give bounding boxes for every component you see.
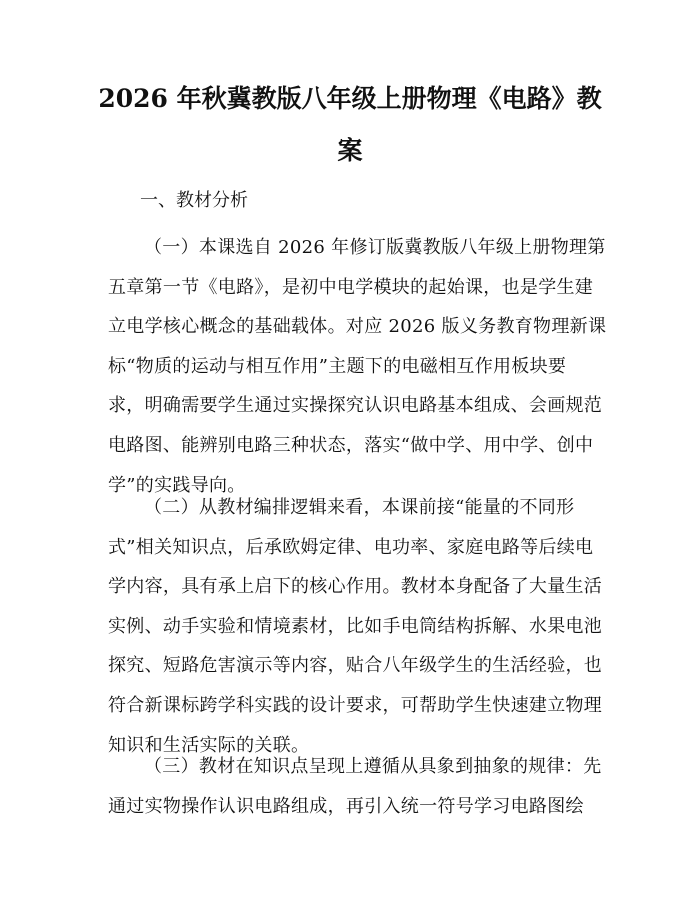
paragraph-line: 立电学核心概念的基础载体。对应 2026 版义务教育物理新课 bbox=[108, 316, 607, 338]
paragraph-line: 五章第一节《电路》，是初中电学模块的起始课，也是学生建 bbox=[108, 276, 594, 298]
paragraph-line: （三）教材在知识点呈现上遵循从具象到抽象的规律：先 bbox=[144, 756, 602, 777]
paragraph-2 bbox=[108, 488, 608, 765]
paragraph-line: 式”相关知识点，后承欧姆定律、电功率、家庭电路等后续电 bbox=[108, 536, 594, 558]
paragraph-line: 实例、动手实验和情境素材，比如手电筒结构拆解、水果电池 bbox=[108, 615, 603, 637]
paragraph-line: 学”的实践导向。 bbox=[108, 474, 246, 496]
paragraph-line: （一）本课选自 2026 年修订版冀教版八年级上册物理第 bbox=[144, 237, 606, 258]
document-title-line-1: 2026 年秋冀教版八年级上册物理《电路》教 bbox=[98, 84, 602, 113]
paragraph-line: （二）从教材编排逻辑来看，本课前接“能量的不同形 bbox=[144, 497, 575, 518]
paragraph-line: 标“物质的运动与相互作用”主题下的电磁相互作用板块要 bbox=[108, 355, 567, 377]
paragraph-line: 符合新课标跨学科实践的设计要求，可帮助学生快速建立物理 bbox=[108, 694, 603, 716]
paragraph-1 bbox=[108, 228, 608, 505]
paragraph-line: 求，明确需要学生通过实操探究认识电路基本组成、会画规范 bbox=[108, 395, 603, 417]
paragraph-3 bbox=[108, 747, 608, 826]
document-title-line-2: 案 bbox=[337, 136, 363, 165]
paragraph-line: 通过实物操作认识电路组成，再引入统一符号学习电路图绘 bbox=[108, 795, 584, 817]
paragraph-line: 知识和生活实际的关联。 bbox=[108, 734, 310, 756]
paragraph-line: 学内容，具有承上启下的核心作用。教材本身配备了大量生活 bbox=[108, 576, 603, 598]
paragraph-line: 电路图、能辨别电路三种状态，落实“做中学、用中学、创中 bbox=[108, 434, 594, 456]
section-heading: 一、教材分析 bbox=[140, 190, 248, 211]
paragraph-line: 探究、短路危害演示等内容，贴合八年级学生的生活经验，也 bbox=[108, 655, 603, 677]
